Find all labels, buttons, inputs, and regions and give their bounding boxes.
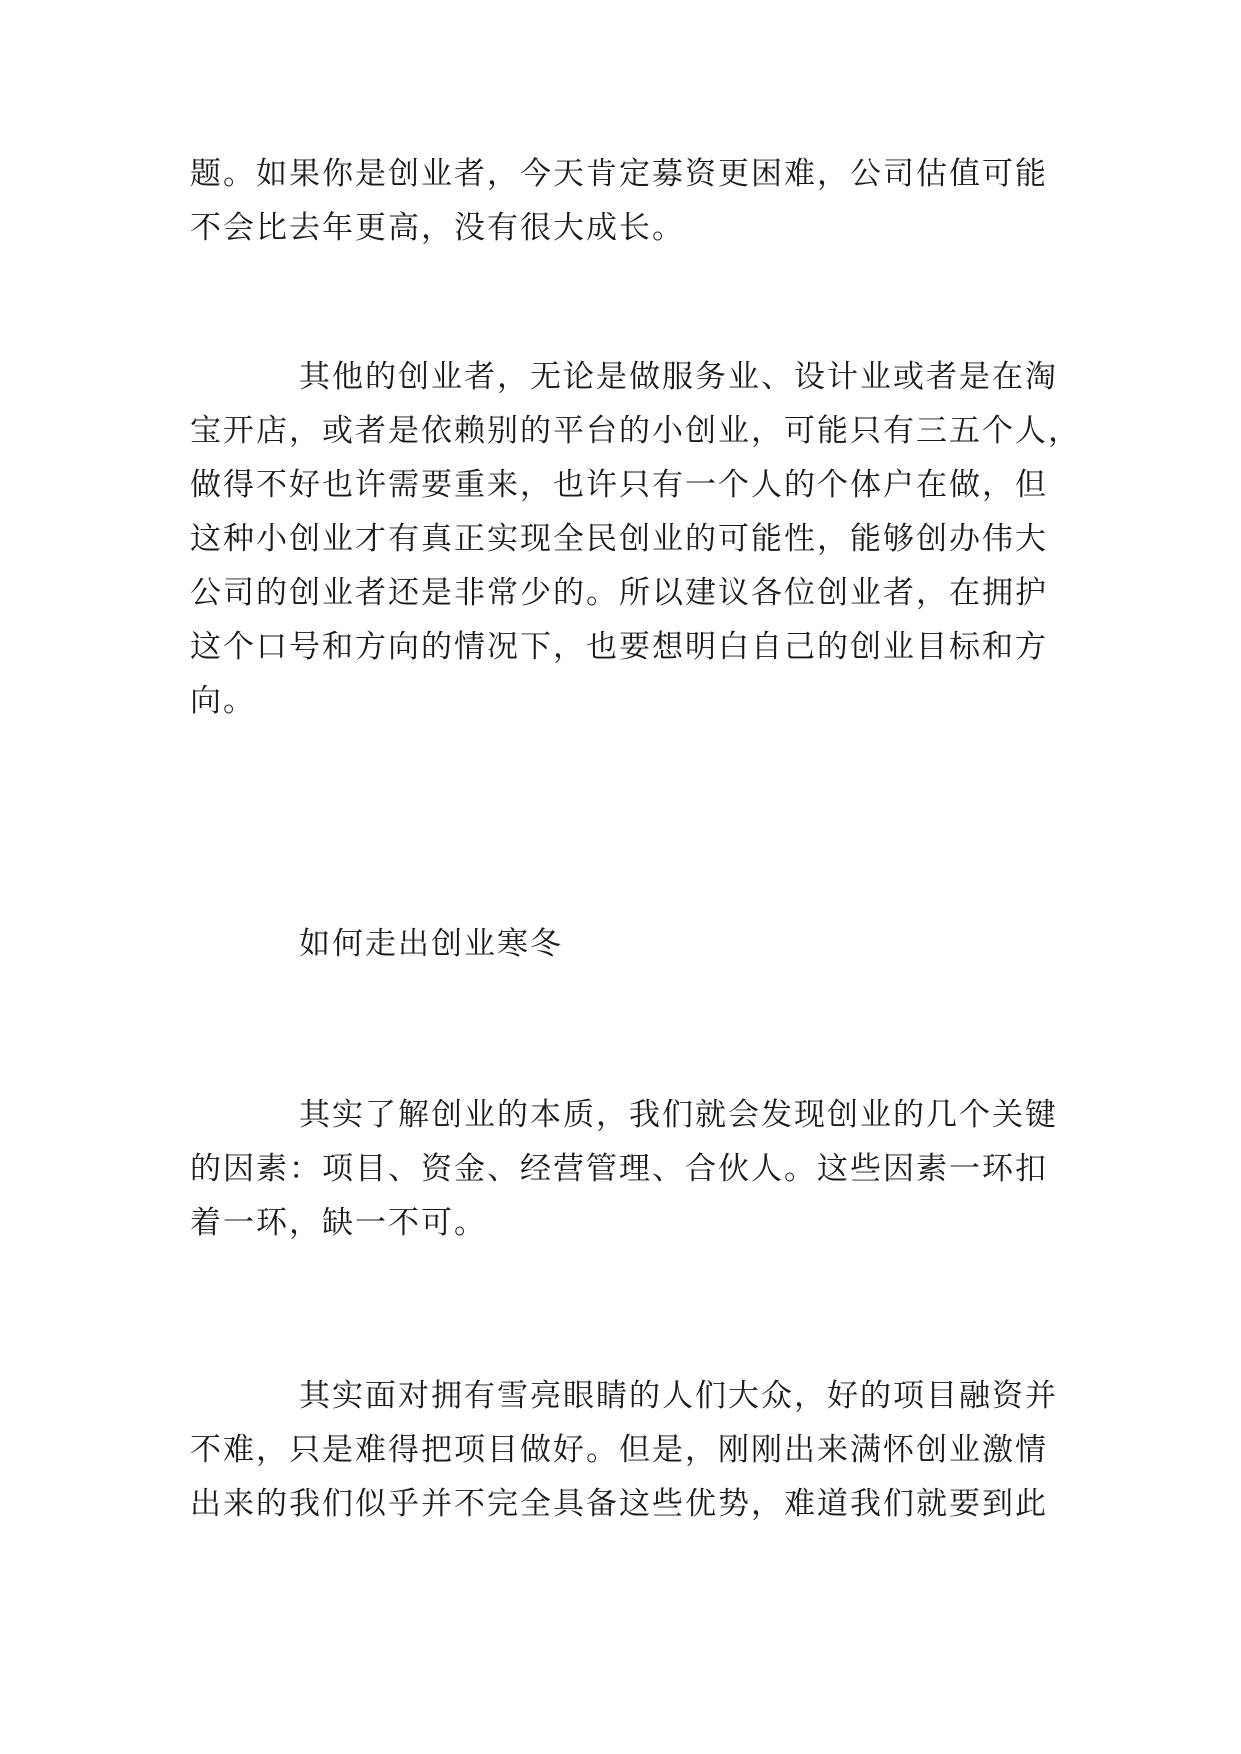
section-heading: [190, 917, 1060, 971]
text-line: 其实面对拥有雪亮眼睛的人们大众，好的项目融资并: [299, 1378, 1058, 1414]
text-line: 向。: [190, 683, 256, 719]
text-line: 不难，只是难得把项目做好。但是，刚刚出来满怀创业激情: [190, 1432, 1048, 1468]
paragraph-4: [190, 1369, 1060, 1531]
text-line: 做得不好也许需要重来，也许只有一个人的个体户在做，但: [190, 467, 1048, 503]
section-heading-text: 如何走出创业寒冬: [299, 926, 563, 962]
text-line: 其实了解创业的本质，我们就会发现创业的几个关键: [299, 1097, 1058, 1133]
paragraph-1: [190, 147, 1060, 255]
text-line: 出来的我们似乎并不完全具备这些优势，难道我们就要到此: [190, 1486, 1048, 1522]
text-line: 着一环，缺一不可。: [190, 1205, 487, 1241]
text-line: 宝开店，或者是依赖别的平台的小创业，可能只有三五个人，: [190, 413, 1081, 449]
paragraph-2: [190, 350, 1081, 728]
text-line: 公司的创业者还是非常少的。所以建议各位创业者，在拥护: [190, 575, 1048, 611]
text-line: 的因素：项目、资金、经营管理、合伙人。这些因素一环扣: [190, 1151, 1048, 1187]
text-line: 其他的创业者，无论是做服务业、设计业或者是在淘: [299, 359, 1058, 395]
text-line: 这种小创业才有真正实现全民创业的可能性，能够创办伟大: [190, 521, 1048, 557]
text-line: 题。如果你是创业者，今天肯定募资更困难，公司估值可能: [190, 156, 1048, 192]
text-line: 这个口号和方向的情况下，也要想明白自己的创业目标和方: [190, 629, 1048, 665]
paragraph-3: [190, 1088, 1060, 1250]
text-line: 不会比去年更高，没有很大成长。: [190, 210, 685, 246]
